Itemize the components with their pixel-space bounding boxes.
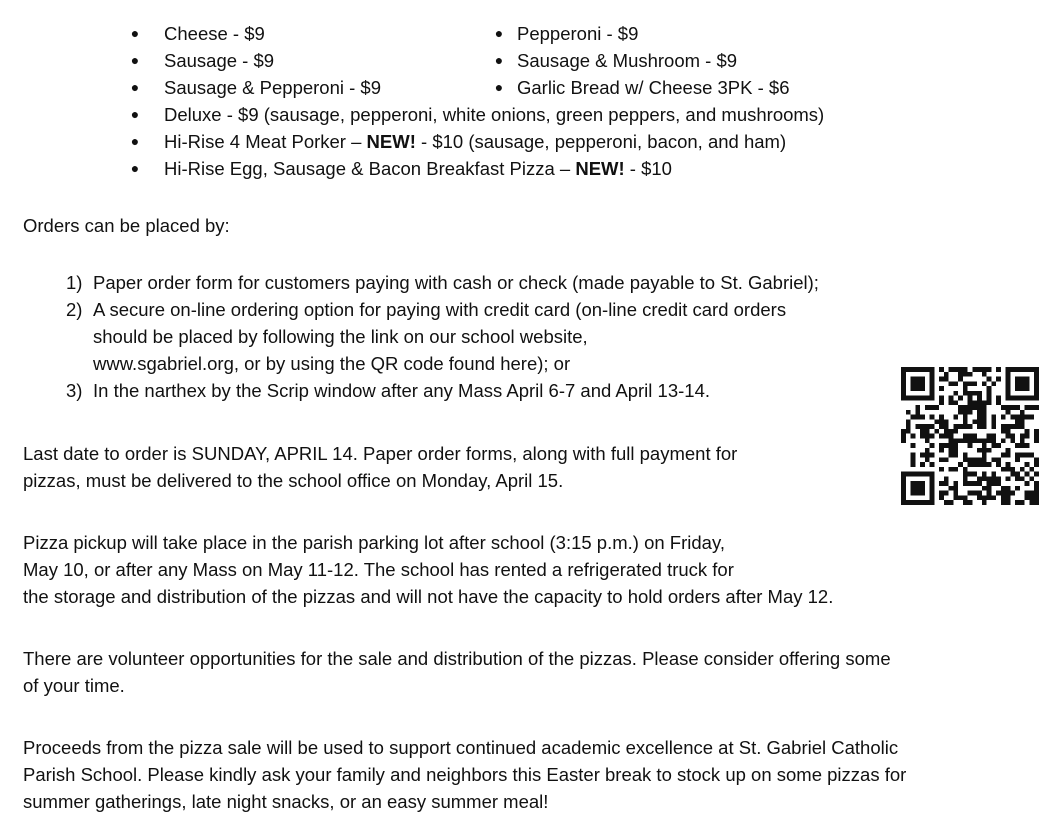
menu-row: [128, 20, 1028, 47]
menu-item: Pepperoni - $9: [517, 23, 639, 44]
volunteer-paragraph: [23, 645, 1053, 699]
menu-item: Sausage - $9: [164, 50, 275, 71]
bullet-icon: ●: [494, 25, 504, 41]
paragraph-line: May 10, or after any Mass on May 11-12. The school has rented a refrigerated truck for: [23, 559, 734, 580]
option-line: www.sgabriel.org, or by using the QR code found here); or: [93, 353, 571, 374]
proceeds-paragraph: [23, 734, 1053, 815]
option-line: A secure on-line ordering option for paying with credit card (on-line credit card orders: [93, 299, 787, 320]
new-badge: NEW!: [575, 158, 625, 179]
option-number: 3): [66, 380, 83, 401]
paragraph-line: Parish School. Please kindly ask your family and neighbors this Easter break to stock up on some pizzas for: [23, 764, 907, 785]
pickup-paragraph: [23, 529, 1053, 610]
bullet-icon: ●: [130, 79, 140, 95]
bullet-icon: ●: [130, 52, 140, 68]
paragraph-line: summer gatherings, late night snacks, or an easy summer meal!: [23, 791, 549, 812]
bullet-icon: ●: [130, 25, 140, 41]
menu-row: [128, 47, 1028, 74]
menu-row: [128, 128, 1028, 155]
new-badge: NEW!: [366, 131, 416, 152]
paragraph-line: pizzas, must be delivered to the school office on Monday, April 15.: [23, 470, 564, 491]
deadline-paragraph: [23, 440, 1053, 494]
orders-intro: Orders can be placed by:: [23, 215, 230, 236]
paragraph-line: Last date to order is SUNDAY, APRIL 14. Paper order forms, along with full payment for: [23, 443, 738, 464]
menu-item: Cheese - $9: [164, 23, 265, 44]
menu-item: Garlic Bread w/ Cheese 3PK - $6: [517, 77, 790, 98]
menu-item: Hi-Rise Egg, Sausage & Bacon Breakfast Pizza – NEW! - $10: [164, 158, 672, 179]
option-line: should be placed by following the link on our school website,: [93, 326, 588, 347]
bullet-icon: ●: [130, 133, 140, 149]
order-option: [66, 296, 946, 377]
bullet-icon: ●: [130, 106, 140, 122]
menu-row: [128, 101, 1028, 128]
option-number: 1): [66, 272, 83, 293]
qr-code-icon[interactable]: [901, 367, 1039, 505]
pizza-menu-list: [128, 20, 1028, 182]
bullet-icon: ●: [494, 52, 504, 68]
bullet-icon: ●: [494, 79, 504, 95]
menu-row: [128, 74, 1028, 101]
paragraph-line: of your time.: [23, 675, 125, 696]
option-line: In the narthex by the Scrip window after any Mass April 6-7 and April 13-14.: [93, 380, 710, 401]
order-option: [66, 377, 946, 404]
menu-item: Sausage & Mushroom - $9: [517, 50, 738, 71]
paragraph-line: There are volunteer opportunities for the sale and distribution of the pizzas. Please consider offering some: [23, 648, 891, 669]
paragraph-line: Proceeds from the pizza sale will be used to support continued academic excellence at St. Gabriel Catholic: [23, 737, 899, 758]
option-line: Paper order form for customers paying with cash or check (made payable to St. Gabriel);: [93, 272, 819, 293]
menu-row: [128, 155, 1028, 182]
option-number: 2): [66, 299, 83, 320]
order-option: [66, 269, 946, 296]
order-options-list: [66, 269, 946, 404]
paragraph-line: Pizza pickup will take place in the parish parking lot after school (3:15 p.m.) on Friday,: [23, 532, 725, 553]
menu-item: Hi-Rise 4 Meat Porker – NEW! - $10 (sausage, pepperoni, bacon, and ham): [164, 131, 787, 152]
menu-item: Sausage & Pepperoni - $9: [164, 77, 382, 98]
bullet-icon: ●: [130, 160, 140, 176]
menu-item: Deluxe - $9 (sausage, pepperoni, white onions, green peppers, and mushrooms): [164, 104, 825, 125]
paragraph-line: the storage and distribution of the pizzas and will not have the capacity to hold orders after May 12.: [23, 586, 834, 607]
